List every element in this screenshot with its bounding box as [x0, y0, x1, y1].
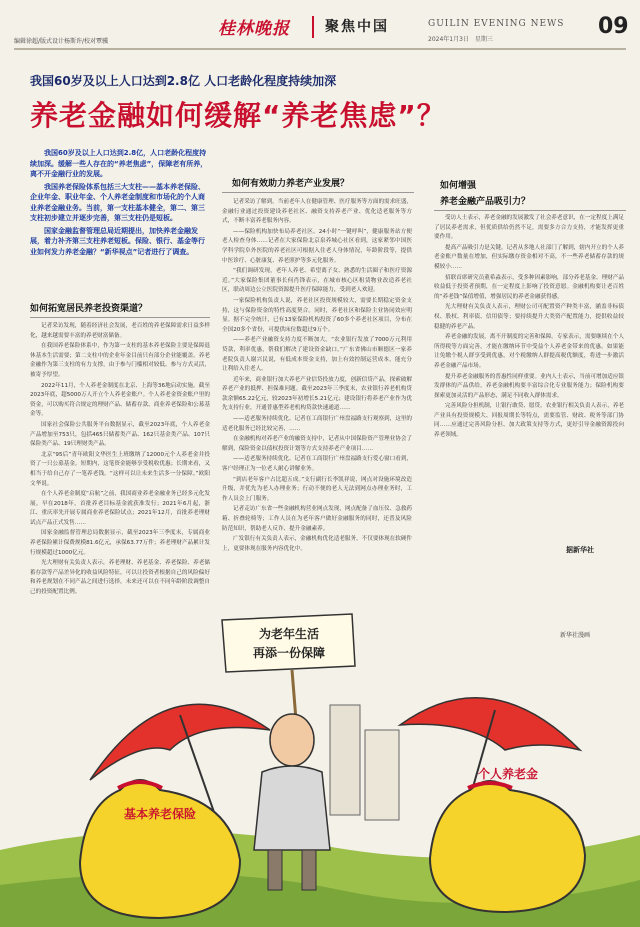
lead-paragraph: 我国60岁及以上人口达到2.8亿，人口老龄化程度持续加深。缓解一些人存在的“养老焦虑”，保障老有所养，离不开金融行业的发展。 [30, 149, 208, 178]
body-paragraph: ——养老产业融资支持力度不断加大。“农业银行发放了7000万元利用贷款，利率优惠，帮我们解决了建设资金缺口。”广东省佛山市顺德区一家养老院负责人谢兴民说，有低成本资金支持，加上有效控制运营成本，能充分让利给入住老人。 [222, 337, 412, 373]
bag-left-label: 基本养老保险 [123, 807, 197, 821]
cartoon-credit: 新华社漫画 [560, 632, 591, 639]
body-paragraph: 近年来，商业银行加大养老产业信贷投放力度，创新信贷产品，探索破解养老产业的抵押、担保难问题。截至2023年三季度末，农业银行养老机构贷款余额65.22亿元，较2023年初增长5.21亿元；建设银行将养老产业作为优先支持行业，开通普惠型养老机构贷款快速通道…… [222, 376, 412, 412]
article-source: 据新华社 [566, 546, 594, 554]
issue-date: 2024年1月3日 星期三 [428, 36, 493, 43]
section2-body [222, 198, 412, 598]
section3-rule [434, 210, 626, 211]
newspaper-logo: 桂林晚报 [218, 19, 290, 39]
section3-title-line1: 如何增强 [440, 181, 477, 191]
sign-line-2: 再添一份保障 [252, 646, 326, 660]
body-paragraph: 光大理财有关负责人表示，理财公司可配置资产种类丰富，涵盖非标债权、股权、利率债、信用债等；要持续提升大类资产配置能力，提供收益较稳健的养老产品。 [434, 304, 624, 330]
body-paragraph: 在金融机构对养老产业的融资支持中，记者从中国保险资产管理业协会了解到，保险资金以债权投资计划等方式支持养老产业项目…… [222, 436, 412, 452]
lead-paragraph: 国家金融监督管理总局近期提出，加快养老金融发展，着力补齐第三支柱养老短板。保险、银行、基金等行业如何发力养老金融？“新华视点”记者进行了调查。 [30, 226, 205, 256]
body-paragraph: 2022年11月，个人养老金制度在北京、上海等36地启动实施。截至2023年底，超5000万人开立个人养老金账户。个人养老金资金账户里的资金，可以购买符合规定的理财产品、储蓄存款、商业养老保险和公募基金等。 [30, 382, 210, 418]
body-paragraph: 记者采访了解到，当前老年人在健康管理、医疗服务等方面的需求旺盛，金融行业通过投资建设养老社区、融资支持养老产业、优化适老服务等方式，不断丰富养老服务内容。 [222, 199, 412, 225]
body-paragraph: ——适老服务持续优化。记者在工商银行广州盘福路支行观察到，这里的适老化服务已经比较完善，…… [222, 416, 412, 432]
body-paragraph: 记者走访广东省一些金融机构营业网点发现，网点配备了血压仪、急救药箱、折叠轮椅等；工作人员在为老年客户做好金融服务的同时，还普及风险防范知识，帮助老人反诈、提升金融素养。 [222, 506, 412, 532]
section1-body [30, 322, 210, 599]
section3-title-line2: 养老金融产品吸引力？ [440, 197, 531, 207]
lead-paragraph: 我国养老保险体系包括三大支柱——基本养老保险、企业年金、职业年金、个人养老金制度和市场化的个人商业养老金融业务。当前，第一支柱基本健全，第二、第三支柱初步建立并逐步完善，第三支柱仍是短板。 [30, 182, 205, 222]
body-paragraph: 完善风险分担机制，让银行敢贷、愿贷。农业银行相关负责人表示，养老产业具有投资规模大、回报周期长等特点，需要监管、财政、税务等部门协同……应通过完善风险分担、加大政策支持等方式，更好引导金融资源投向养老领域。 [434, 403, 624, 439]
cartoon-illustration [0, 600, 640, 927]
body-paragraph: 养老金融的发展，离不开制度的完善和保障。专家表示，需要继续在个人所得税等方面完善，才能在缴纳环节中受益个人养老金带来的优惠。如果能让免缴个税人群享受到优惠，对个税缴纳人群提高税优额度，将进一步激活养老金融产品市场。 [434, 334, 624, 369]
body-paragraph: ——适老服务持续优化。记者在工商银行广州盘福路支行爱心窗口看到，客户经理正为一位老人耐心讲解业务。 [222, 456, 412, 473]
body-paragraph: 广发银行有关负责人表示，金融机构优化适老服务，不仅要体现在软硬件上，更要体现在服务内容优化中。 [222, 536, 412, 552]
body-paragraph: ——保险机构加快布局养老社区。24小时“一键呼叫”，健康服务站方便老人检查身体……记者在大家保险北京泉养城心社区看到，这家紧邻中国医学科学院阜外医院的养老社区可根据入住老人身体情况，年龄阶段等，提供中医诊疗、心脏康复、养老照护等多元化服务。 [222, 228, 412, 264]
article-lead [30, 148, 210, 259]
section3-body [434, 214, 624, 542]
body-paragraph: 记者采访发现，随着经济社会发展，老百姓的养老保障需求日益多样化，越来越需要丰富的养老财富储备。 [30, 323, 210, 339]
editor-credits: 编辑徐超/版式设计杨斯许/校对覃骥 [14, 38, 109, 45]
building [330, 705, 360, 815]
body-paragraph: 受访人士表示，养老金融的发展激发了社会养老意识，在一定程度上满足了居民养老需求，但优质供给仍然不足，需要多方合力支持，才能发挥更重要作用。 [434, 215, 624, 241]
section1-title: 如何拓宽居民养老投资渠道？ [30, 304, 148, 314]
section2-rule [222, 192, 414, 193]
body-paragraph: 在我国养老保险体系中，作为第一支柱的基本养老保险主要是保障退休基本生活需要；第二支柱中的企业年金目前只有部分企业能覆盖。养老金融作为第三支柱的有力支撑，由于参与门槛相对较低、参与方式灵活，被寄予厚望。 [30, 343, 210, 378]
body-paragraph: 北京“95后”青年欧阳文华医生上班缴纳了12000元个人养老金并投资了一只公募基金。短期内，这笔资金能够享受税收优惠；长期来看，又相当于给自己存了一笔养老钱。“这样可以让未来生活多一分保障。”欧阳文华说。 [30, 451, 210, 487]
money-bag-left [80, 780, 240, 918]
article-subheadline: 我国60岁及以上人口达到2.8亿 人口老龄化程度持续加深 [30, 74, 337, 88]
masthead-rule [14, 48, 626, 50]
body-paragraph: 提高产品吸引力是关键。记者从多地人社部门了解到，辖内开立的个人养老金账户数量在增加，但实际缴存资金相对不高，不一些养老储蓄存款的规模较小…… [434, 244, 624, 270]
section2-title: 如何有效助力养老产业发展？ [232, 179, 350, 189]
section1-rule [30, 317, 210, 318]
sign-line-1: 为老年生活 [258, 627, 320, 641]
body-paragraph: 在个人养老金制度“启航”之前，我国商业养老金融业务已经多元化发展。早在2018年，首批养老目标基金就获准发行；2021年6月起，浙江、重庆率先开展专属商业养老保险试点；2021年12月，首批养老理财试点产品正式发售…… [30, 491, 210, 526]
bag-right-label: 个人养老金 [477, 767, 539, 781]
article-headline: 养老金融如何缓解“养老焦虑”？ [30, 99, 446, 132]
body-paragraph: 光大理财有关负责人表示，养老理财、养老基金、养老保险、养老储蓄存款等产品差异化的收益风险特征，可以让投资者根据自己的风险偏好和养老规划在不同产品之间进行选择，未来还可以在不同年龄阶段调整自己的投资配置比例。 [30, 560, 210, 596]
body-paragraph: “我们调研发现，老年人养老、希望离子女、熟悉的生活圈子和医疗资源近。”大家保险集团董事长何肖锋表示，在城市核心区租赁物业改造养老社区，联动周边公立医院资源提升医疗保障能力，受到老人欢迎。 [222, 268, 412, 294]
page-number: 09 [598, 14, 629, 39]
body-paragraph: 提升养老金融服务的普惠性同样重要。业内人士表示，当前可增加适应银发群体的产品供给，养老金融机构要丰富综合化专业服务能力；保险机构要探索更加灵活的产品形态，满足不同收入群体需求。 [434, 373, 624, 399]
body-paragraph: 国家金融监督管理总局数据显示，截至2023年三季度末，专属商业养老保险累计保费规模81.6亿元，承保63.77万件；养老理财产品累计发行规模超过1000亿元。 [30, 530, 210, 556]
body-paragraph: 招联首席研究员董希淼表示，受多种因素影响，部分养老基金、理财产品收益低于投资者预期，在一定程度上影响了投资意愿。金融机构要让老百姓的“养老钱”保值增值，增强居民的养老金融获得感。 [434, 274, 624, 300]
building [365, 730, 399, 820]
body-paragraph: 国家社会保险公共服务平台数据显示，截至2023年底，个人养老金产品增加至753只，包括465只储蓄类产品、162只基金类产品、107只保险类产品、19只理财类产品。 [30, 421, 210, 448]
slogan-sign [222, 614, 355, 720]
body-paragraph: “到店老年客户占比超五成。”支行副行长李凯祥说，网点对设施环境改造升级，并优先为老人办理业务；行动不便的老人无法到网点办理业务时，工作人员会上门服务。 [222, 476, 412, 502]
masthead-divider [312, 16, 314, 38]
paper-name-en: GUILIN EVENING NEWS [428, 19, 565, 29]
section-name: 聚焦中国 [325, 19, 389, 35]
masthead [0, 0, 640, 50]
body-paragraph: 一家保险机构负责人说，养老社区投资规模较大，需要长期稳定资金支持，这与保险资金的特性高度契合。同时，养老社区和保险主业协同效应明显。据不完全统计，已有13家保险机构投资了60多个养老社区项目，分布在全国20多个省份，可提供床位数超过9万个。 [222, 297, 412, 333]
money-bag-right [430, 766, 585, 912]
